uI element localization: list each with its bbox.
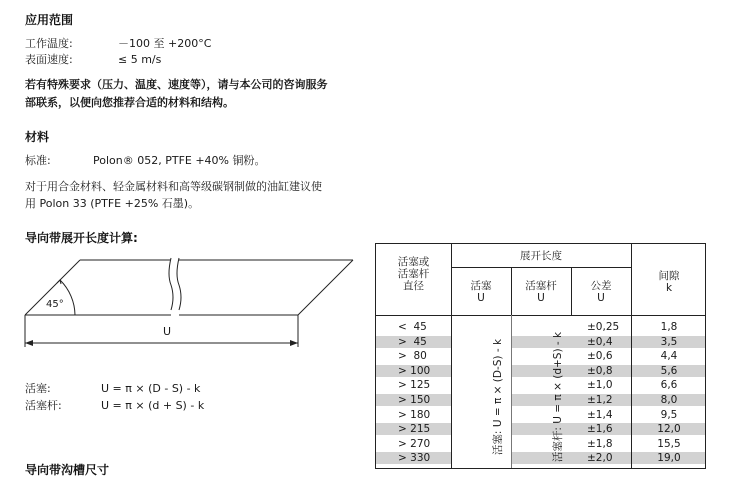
- table-row: [376, 350, 706, 362]
- groove-title-partial: 导向带沟槽尺寸: [25, 463, 110, 477]
- row-tolerance: ±1,8: [587, 437, 613, 450]
- row-tolerance: ±2,0: [587, 452, 613, 465]
- header-clearance: 间隙 k: [658, 270, 680, 294]
- table-row: [376, 336, 706, 348]
- row-clearance: 3,5: [660, 335, 678, 348]
- row-clearance: 19,0: [657, 452, 681, 465]
- standard-label: 标准:: [25, 154, 51, 167]
- angle-label: 45°: [46, 299, 64, 310]
- speed-value: ≤ 5 m/s: [118, 53, 162, 66]
- header-tolerance: 公差 U: [590, 280, 612, 304]
- header-rod: 活塞杆 U: [525, 280, 557, 304]
- row-diameter: > 80: [398, 350, 427, 363]
- calc-title: 导向带展开长度计算:: [25, 231, 138, 245]
- row-tolerance: ±0,4: [587, 335, 613, 348]
- row-clearance: 1,8: [660, 321, 678, 333]
- rod-formula: U = π × (d + S) - k: [101, 399, 205, 412]
- material-note-line2: 用 Polon 33 (PTFE +25% 石墨)。: [25, 197, 200, 210]
- row-diameter: > 125: [398, 379, 431, 392]
- row-diameter: > 150: [398, 394, 431, 406]
- table-row: [376, 438, 706, 450]
- table-row: [376, 423, 706, 435]
- piston-formula: U = π × (D - S) - k: [101, 382, 201, 395]
- table-row: [376, 394, 706, 406]
- row-clearance: 15,5: [657, 437, 681, 450]
- row-tolerance: ±0,6: [587, 350, 613, 363]
- row-diameter: > 330: [398, 452, 431, 465]
- table-row: [376, 321, 706, 333]
- material-note-line1: 对于用合金材料、轻金属材料和高等级碳钢制做的油缸建议使: [25, 180, 322, 193]
- temperature-label: 工作温度:: [25, 37, 73, 50]
- row-diameter: > 45: [398, 335, 427, 348]
- piston-formula-row: [25, 380, 200, 397]
- piston-formula-vertical: 活塞: U = π × (D-S) - k: [492, 338, 504, 456]
- row-tolerance: ±1,6: [587, 423, 613, 436]
- application-title: 应用范围: [25, 13, 74, 27]
- rod-formula-vertical: 活塞杆: U = π × (d+S) - k: [552, 331, 564, 463]
- row-clearance: 8,0: [660, 394, 678, 406]
- application-note-line2: 部联系，以便向您推荐合适的材料和结构。: [25, 96, 234, 109]
- guide-strip-diagram: [20, 255, 365, 355]
- piston-formula-label: 活塞:: [25, 382, 51, 395]
- row-diameter: < 45: [398, 321, 427, 333]
- header-piston: 活塞 U: [470, 280, 492, 304]
- row-diameter: > 180: [398, 408, 431, 421]
- speed-label: 表面速度:: [25, 53, 73, 66]
- rod-formula-row: [25, 397, 204, 414]
- header-diameter: 活塞或 活塞杆 直径: [397, 256, 430, 292]
- standard-row: [25, 152, 266, 169]
- strip-length-table: [375, 243, 706, 469]
- table-row: [376, 365, 706, 377]
- row-tolerance: ±1,4: [587, 408, 613, 421]
- row-tolerance: ±1,0: [587, 379, 613, 392]
- row-tolerance: ±0,25: [587, 321, 620, 333]
- application-note-line1: 若有特殊要求（压力、温度、速度等），请与本公司的咨询服务: [25, 78, 328, 91]
- temperature-row: [25, 35, 211, 52]
- row-diameter: > 215: [398, 423, 431, 436]
- header-unfolded-length: 展开长度: [520, 250, 562, 262]
- standard-value: Polon® 052, PTFE +40% 铜粉。: [93, 154, 266, 167]
- row-clearance: 9,5: [660, 408, 678, 421]
- table-row: [376, 452, 706, 464]
- row-clearance: 6,6: [660, 379, 678, 392]
- speed-row: [25, 51, 161, 68]
- rod-formula-label: 活塞杆:: [25, 399, 62, 412]
- table-row: [376, 379, 706, 391]
- temperature-value: －100 至 +200°C: [118, 37, 212, 50]
- row-clearance: 12,0: [657, 423, 681, 436]
- dimension-label: U: [163, 325, 172, 338]
- row-tolerance: ±0,8: [587, 364, 613, 377]
- table-row: [376, 409, 706, 421]
- row-diameter: > 100: [398, 364, 431, 377]
- row-diameter: > 270: [398, 437, 431, 450]
- row-clearance: 4,4: [660, 350, 678, 363]
- row-tolerance: ±1,2: [587, 394, 613, 406]
- material-title: 材料: [25, 130, 50, 144]
- row-clearance: 5,6: [660, 364, 678, 377]
